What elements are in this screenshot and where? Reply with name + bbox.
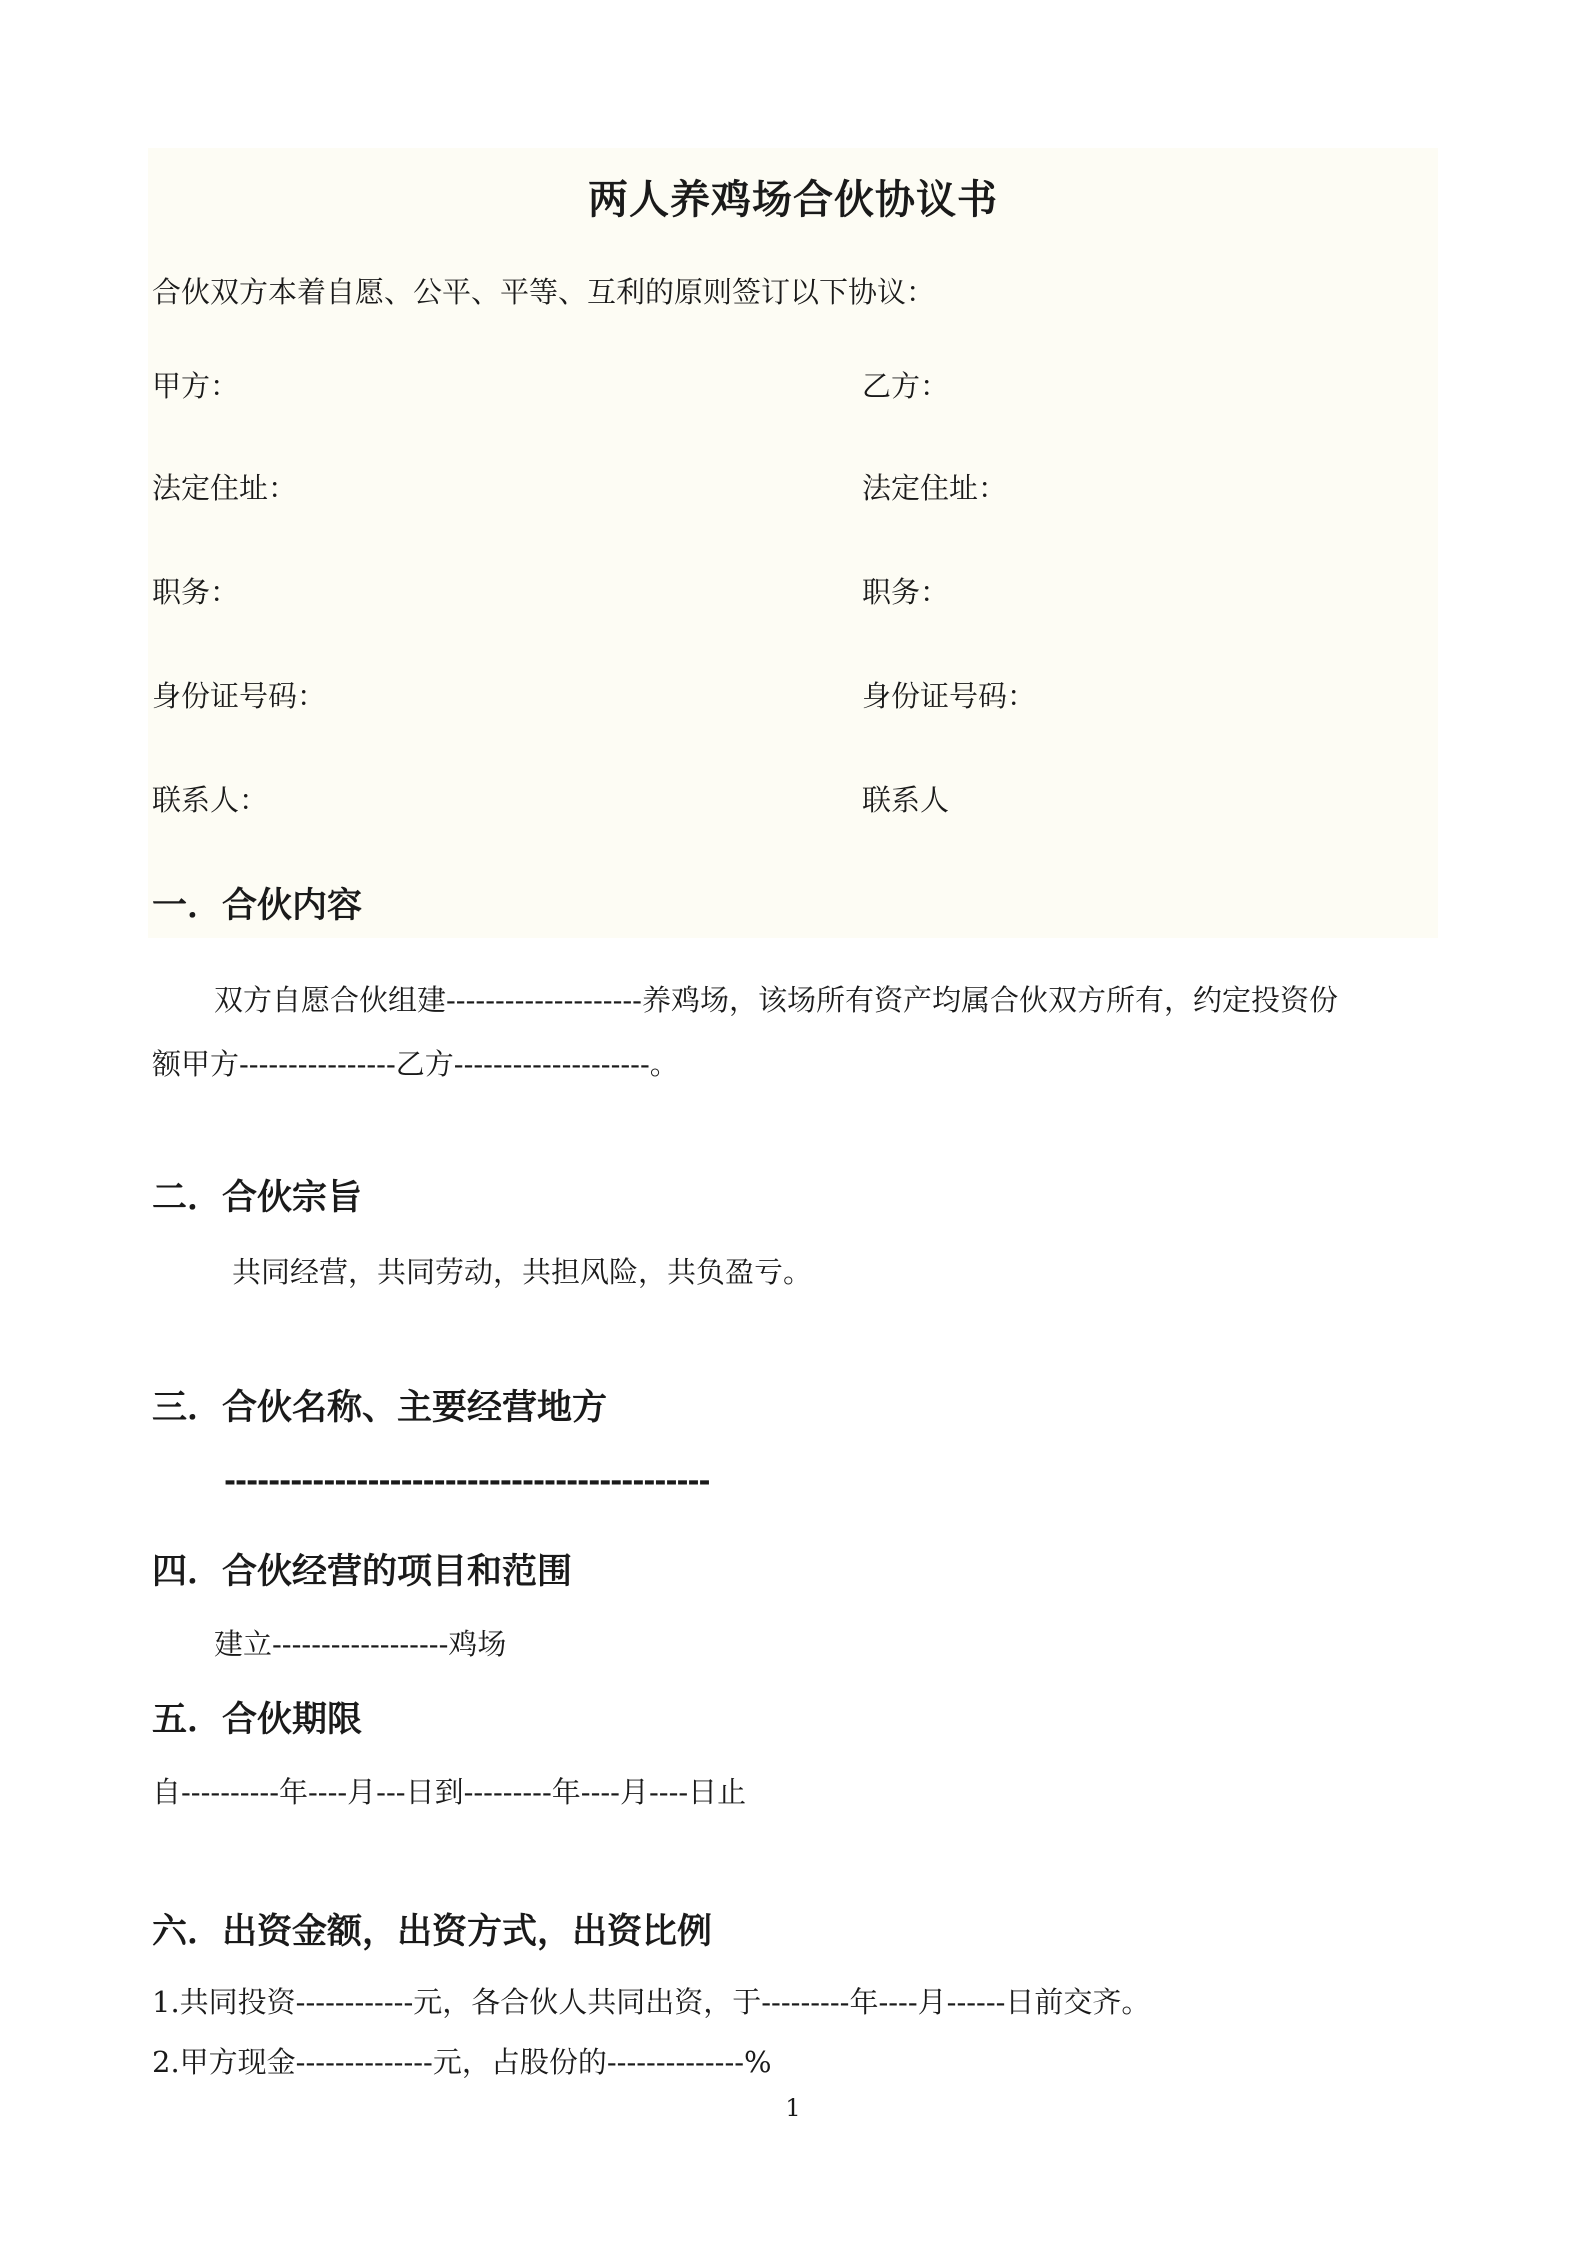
section-1-line-2: 额甲方----------------乙方--------------------。 <box>152 1047 679 1081</box>
party-a-name-label: 甲方： <box>152 369 240 403</box>
section-1-line-1: 双方自愿合伙组建--------------------养鸡场，该场所有资产均属合伙双方所有，约定投资份 <box>214 983 1338 1017</box>
party-a-contact-label: 联系人： <box>152 783 269 817</box>
party-a-id-label: 身份证号码： <box>152 679 327 713</box>
section-3-blank-line: -------------------------------------------- <box>224 1464 710 1498</box>
section-4-heading: 四．合伙经营的项目和范围 <box>152 1551 573 1592</box>
document-title: 两人养鸡场合伙协议书 <box>588 176 998 223</box>
party-a-address-label: 法定住址： <box>152 471 298 505</box>
section-2-heading: 二．合伙宗旨 <box>152 1177 363 1218</box>
section-4-text: 建立------------------鸡场 <box>214 1627 507 1661</box>
highlight-background <box>148 148 1438 938</box>
section-2-text: 共同经营，共同劳动，共担风险，共负盈亏。 <box>232 1255 813 1289</box>
intro-text: 合伙双方本着自愿、公平、平等、互利的原则签订以下协议： <box>152 275 936 309</box>
party-b-address-label: 法定住址： <box>862 471 1008 505</box>
page-number: 1 <box>785 2094 801 2122</box>
section-3-heading: 三．合伙名称、主要经营地方 <box>152 1387 608 1428</box>
section-6-item-2: 2.甲方现金--------------元，占股份的--------------% <box>152 2045 772 2079</box>
party-b-name-label: 乙方： <box>862 369 950 403</box>
section-6-heading: 六．出资金额，出资方式，出资比例 <box>152 1911 713 1952</box>
party-b-contact-label: 联系人 <box>862 783 950 817</box>
party-a-position-label: 职务： <box>152 575 240 609</box>
party-b-id-label: 身份证号码： <box>862 679 1037 713</box>
section-6-item-1: 1.共同投资------------元，各合伙人共同出资，于---------年----月------日前交齐。 <box>152 1985 1151 2019</box>
section-5-heading: 五．合伙期限 <box>152 1699 363 1740</box>
section-1-heading: 一．合伙内容 <box>152 885 363 926</box>
party-b-position-label: 职务： <box>862 575 950 609</box>
section-5-text: 自----------年----月---日到---------年----月----日止 <box>152 1775 747 1809</box>
